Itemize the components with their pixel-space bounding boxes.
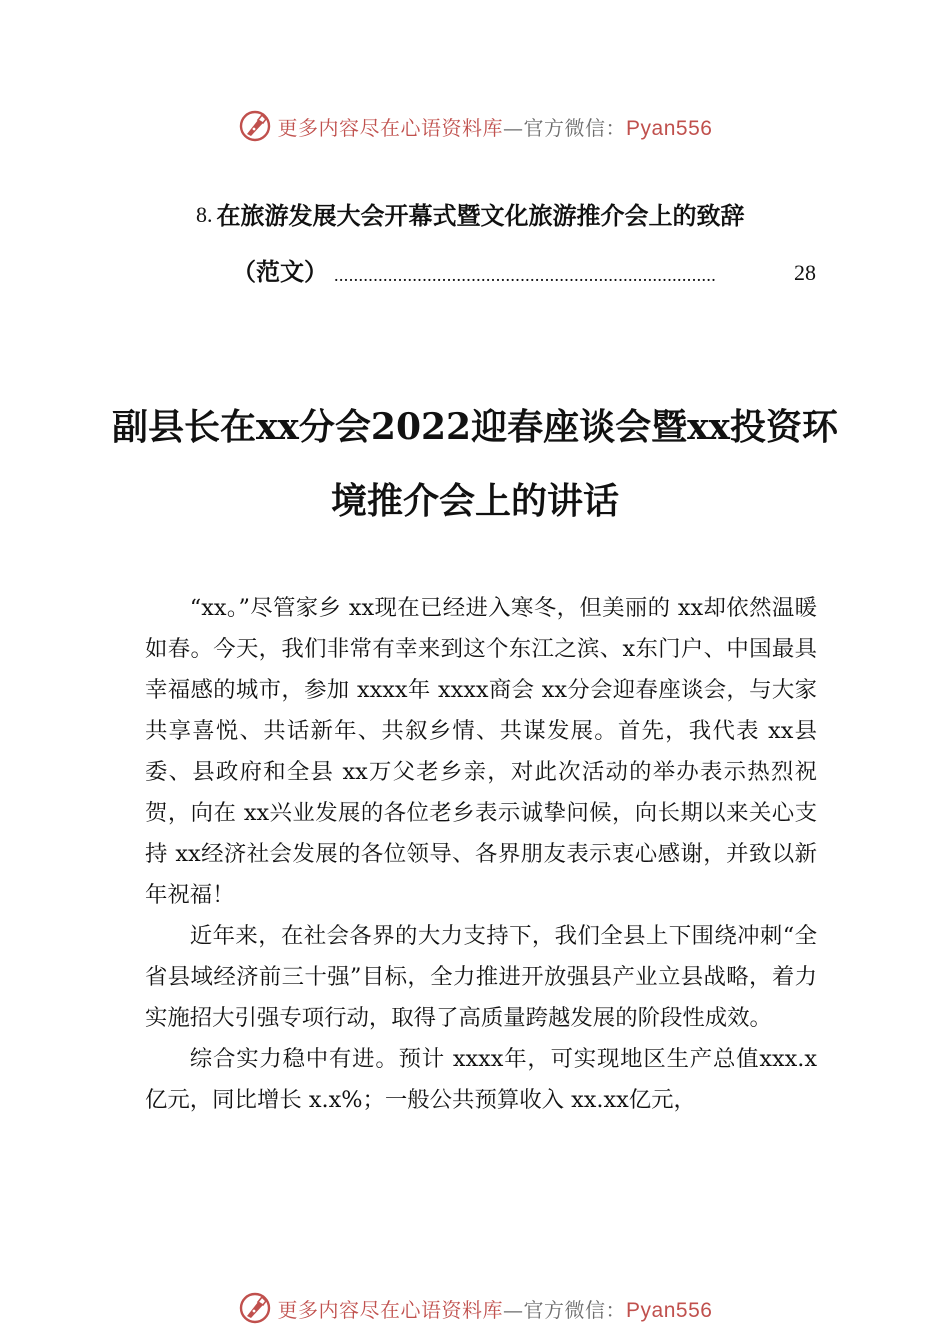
header-watermark — [0, 106, 950, 146]
body-paragraph-2: 近年来，在社会各界的大力支持下，我们全县上下围绕冲刺“全省县域经济前三十强”目标，全力推进开放强县产业立县战略，着力实施招大引强专项行动，取得了高质量跨越发展的阶段性成效。 — [145, 923, 817, 1031]
toc-entry[interactable] — [196, 184, 836, 284]
toc-entry-subtitle: （范文） — [232, 257, 328, 286]
watermark-library-text: 更多内容尽在心语资料库 — [277, 115, 504, 140]
watermark-wechat-id: Pyan556 — [626, 116, 713, 140]
footer-watermark — [0, 1288, 950, 1328]
toc-page-number: 28 — [794, 260, 816, 285]
body-paragraph-1: “xx。”尽管家乡 xx现在已经进入寒冬，但美丽的 xx却依然温暖如春。今天，我们非常有幸来到这个东江之滨、x东门户、中国最具幸福感的城市，参加 xxxx年 xxxx商会 xx分会迎春座谈会，与大家共享喜悦、共话新年、共叙乡情、共谋发展。首先，我代表 xx县委、县政府和全县 xx万父老乡亲，对此次活动的举办表示热烈祝贺，向在 xx兴业发展的各位老乡表示诚挚问候，向长期以来关心支持 xx经济社会发展的各位领导、各界朋友表示衷心感谢，并致以新年祝福！ — [145, 595, 817, 908]
pen-nib-icon — [238, 109, 272, 143]
watermark-wechat-id: Pyan556 — [626, 1298, 713, 1322]
watermark-library-text: 更多内容尽在心语资料库 — [277, 1297, 504, 1322]
pen-nib-icon — [238, 1291, 272, 1325]
document-body — [145, 588, 817, 1121]
watermark-wechat-label: —官方微信： — [503, 1297, 627, 1322]
toc-leader-dots: .............................................................................. — [334, 266, 717, 284]
toc-entry-number: 8. — [196, 202, 213, 227]
watermark-wechat-label: —官方微信： — [503, 115, 627, 140]
toc-entry-title: 在旅游发展大会开幕式暨文化旅游推介会上的致辞 — [216, 201, 745, 230]
document-title: 副县长在xx分会2022迎春座谈会暨xx投资环境推介会上的讲话 — [111, 406, 839, 522]
body-paragraph-3: 综合实力稳中有进。预计 xxxx年，可实现地区生产总值xxx.x亿元，同比增长 x.x%；一般公共预算收入 xx.xx亿元， — [145, 1046, 817, 1113]
